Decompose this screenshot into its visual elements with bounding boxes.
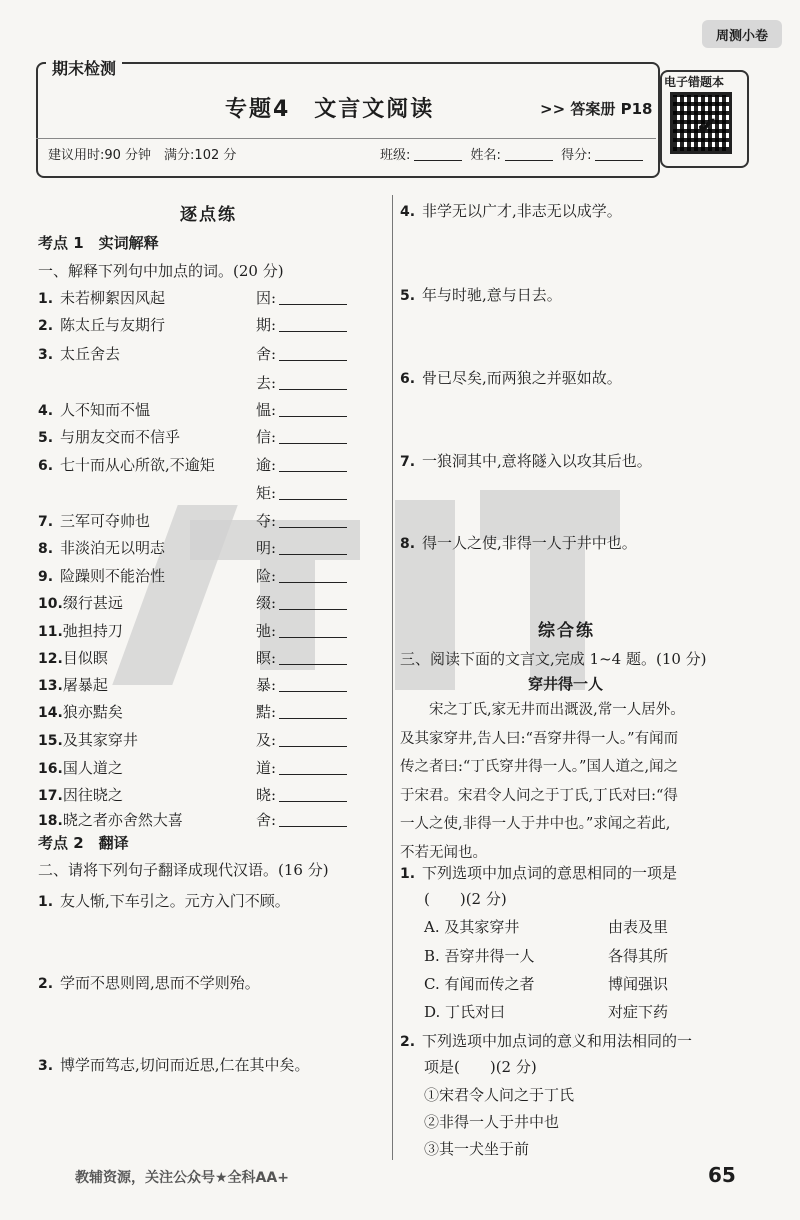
option-c: C. 有闻而传之者 bbox=[424, 975, 535, 993]
item-number: 3. bbox=[38, 347, 54, 363]
passage-title: 穿井得一人 bbox=[528, 675, 604, 693]
option-a-compare: 由表及里 bbox=[608, 918, 669, 936]
item-sentence: 太丘舍去 bbox=[60, 345, 121, 363]
answer-blank[interactable] bbox=[279, 389, 347, 390]
item-answer[interactable] bbox=[256, 426, 347, 447]
kaodian-2: 考点 2 翻译 bbox=[38, 834, 129, 852]
item-answer[interactable] bbox=[256, 784, 347, 805]
item-word: 缀: bbox=[256, 594, 277, 612]
answer-blank[interactable] bbox=[279, 360, 347, 361]
question-3-stem: 三、阅读下面的文言文,完成 1~4 题。(10 分) bbox=[400, 650, 707, 668]
vocab-item bbox=[38, 510, 378, 531]
translate-item: 2. 学而不思则罔,思而不学则殆。 bbox=[38, 974, 260, 992]
item-sentence: 晓之者亦舍然大喜 bbox=[62, 811, 183, 829]
answer-blank[interactable] bbox=[279, 718, 347, 719]
answer-paren[interactable]: ( )(2 分) bbox=[424, 890, 507, 908]
item-sentence: 国人道之 bbox=[62, 759, 123, 777]
item-answer[interactable] bbox=[256, 482, 347, 503]
passage-line: 及其家穿井,告人曰:“吾穿井得一人。”有闻而 bbox=[400, 730, 679, 747]
item-number: 18. bbox=[38, 813, 63, 829]
vocab-item bbox=[38, 565, 378, 586]
item-sentence: 因往晓之 bbox=[62, 786, 123, 804]
item-number: 2. bbox=[38, 318, 54, 334]
answer-blank[interactable] bbox=[279, 443, 347, 444]
footer-note: 教辅资源，关注公众号★全科AA+ bbox=[75, 1170, 289, 1186]
item-sentence: 未若柳絮因风起 bbox=[60, 289, 166, 307]
class-label: 班级: bbox=[380, 148, 411, 163]
item-word: 愠: bbox=[256, 401, 277, 419]
vocab-item bbox=[38, 287, 378, 308]
column-divider bbox=[392, 195, 393, 1160]
answer-reference: >> 答案册 P18 bbox=[540, 100, 653, 118]
item-word: 舍: bbox=[256, 811, 277, 829]
answer-blank[interactable] bbox=[279, 554, 347, 555]
translate-item: 4. 非学无以广才,非志无以成学。 bbox=[400, 202, 622, 220]
item-word: 去: bbox=[256, 374, 277, 392]
item-sentence: 屠暴起 bbox=[62, 676, 108, 694]
option-d-compare: 对症下药 bbox=[608, 1003, 669, 1021]
translate-item: 5. 年与时驰,意与日去。 bbox=[400, 286, 562, 304]
item-sentence: 三军可夺帅也 bbox=[60, 512, 151, 530]
item-answer[interactable] bbox=[256, 620, 347, 641]
vocab-item bbox=[38, 314, 378, 335]
item-word: 瞑: bbox=[256, 649, 277, 667]
item-number: 11. bbox=[38, 624, 63, 640]
header-divider bbox=[36, 138, 656, 139]
tab-weekly-test: 周测小卷 bbox=[702, 20, 782, 48]
item-sentence: 弛担持刀 bbox=[62, 622, 123, 640]
item-answer[interactable] bbox=[256, 729, 347, 750]
item-word: 道: bbox=[256, 759, 277, 777]
answer-blank[interactable] bbox=[279, 416, 347, 417]
item-answer[interactable] bbox=[256, 701, 347, 722]
option-a: A. 及其家穿井 bbox=[424, 918, 520, 936]
translate-item: 1. 友人惭,下车引之。元方入门不顾。 bbox=[38, 892, 290, 910]
item-word: 险: bbox=[256, 567, 277, 585]
item-word: 晓: bbox=[256, 786, 277, 804]
vocab-item bbox=[38, 729, 378, 750]
translate-item: 6. 骨已尽矣,而两狼之并驱如故。 bbox=[400, 369, 622, 387]
mc2-option-2: ②非得一人于井中也 bbox=[424, 1113, 560, 1131]
vocab-item bbox=[38, 537, 378, 558]
item-answer[interactable] bbox=[256, 287, 347, 308]
item-number: 4. bbox=[38, 403, 54, 419]
item-answer[interactable] bbox=[256, 757, 347, 778]
item-word: 信: bbox=[256, 428, 277, 446]
check-icon: ✔ bbox=[696, 112, 718, 142]
mc2-option-3: ③其一犬坐于前 bbox=[424, 1140, 530, 1158]
qr-label: 电子错题本 bbox=[664, 75, 725, 89]
item-number: 7. bbox=[38, 514, 54, 530]
answer-blank[interactable] bbox=[279, 582, 347, 583]
item-word: 因: bbox=[256, 289, 277, 307]
item-sentence: 七十而从心所欲,不逾矩 bbox=[60, 456, 215, 474]
page-title: 专题4 文言文阅读 bbox=[225, 97, 435, 122]
vocab-item bbox=[38, 426, 378, 447]
item-word: 逾: bbox=[256, 456, 277, 474]
item-sentence: 目似瞑 bbox=[62, 649, 108, 667]
item-number: 13. bbox=[38, 678, 63, 694]
translate-item: 7. 一狼洞其中,意将隧入以攻其后也。 bbox=[400, 452, 652, 470]
name-label: 姓名: bbox=[470, 148, 501, 163]
vocab-item bbox=[38, 343, 378, 364]
answer-blank[interactable] bbox=[279, 691, 347, 692]
item-word: 暴: bbox=[256, 676, 277, 694]
vocab-item bbox=[38, 399, 378, 420]
item-word: 明: bbox=[256, 539, 277, 557]
page-number: 65 bbox=[708, 1163, 736, 1187]
answer-blank[interactable] bbox=[279, 801, 347, 802]
question-1-stem: 一、解释下列句中加点的词。(20 分) bbox=[38, 262, 284, 280]
mc2-option-1: ①宋君令人问之于丁氏 bbox=[424, 1086, 575, 1104]
vocab-item bbox=[38, 701, 378, 722]
answer-blank[interactable] bbox=[279, 746, 347, 747]
item-answer[interactable] bbox=[256, 372, 347, 393]
item-answer[interactable] bbox=[256, 399, 347, 420]
kaodian-1: 考点 1 实词解释 bbox=[38, 234, 159, 252]
item-word: 期: bbox=[256, 316, 277, 334]
vocab-item bbox=[38, 784, 378, 805]
vocab-item bbox=[38, 592, 378, 613]
item-sentence: 与朋友交而不信乎 bbox=[60, 428, 181, 446]
vocab-item bbox=[38, 809, 378, 830]
time-score: 建议用时:90 分钟 满分:102 分 bbox=[48, 148, 237, 163]
item-answer[interactable] bbox=[256, 510, 347, 531]
answer-blank[interactable] bbox=[279, 664, 347, 665]
student-fields bbox=[380, 144, 647, 163]
option-d: D. 丁氏对曰 bbox=[424, 1003, 506, 1021]
translate-item: 8. 得一人之使,非得一人于井中也。 bbox=[400, 534, 637, 552]
passage bbox=[400, 696, 745, 867]
item-sentence: 人不知而不愠 bbox=[60, 401, 151, 419]
passage-line: 一人之使,非得一人于井中也。”求闻之若此, bbox=[400, 816, 671, 832]
item-word: 及: bbox=[256, 731, 277, 749]
mc-question-2: 2. 下列选项中加点词的意义和用法相同的一 bbox=[400, 1032, 693, 1050]
item-answer[interactable] bbox=[256, 592, 347, 613]
item-number: 15. bbox=[38, 733, 63, 749]
vocab-item bbox=[38, 620, 378, 641]
item-answer[interactable] bbox=[256, 674, 347, 695]
item-answer[interactable] bbox=[256, 647, 347, 668]
vocab-item bbox=[38, 674, 378, 695]
item-number: 8. bbox=[38, 541, 54, 557]
class-blank[interactable] bbox=[414, 160, 462, 161]
item-number: 12. bbox=[38, 651, 63, 667]
answer-blank[interactable] bbox=[279, 471, 347, 472]
item-sentence: 缀行甚远 bbox=[62, 594, 123, 612]
item-word: 舍: bbox=[256, 345, 277, 363]
option-c-compare: 博闻强识 bbox=[608, 975, 669, 993]
exam-tag: 期末检测 bbox=[46, 56, 122, 79]
item-word: 弛: bbox=[256, 622, 277, 640]
answer-blank[interactable] bbox=[279, 637, 347, 638]
item-sentence: 及其家穿井 bbox=[62, 731, 138, 749]
item-number: 17. bbox=[38, 788, 63, 804]
item-word: 黠: bbox=[256, 703, 277, 721]
translate-item: 3. 博学而笃志,切问而近思,仁在其中矣。 bbox=[38, 1056, 310, 1074]
item-answer[interactable] bbox=[256, 537, 347, 558]
option-b: B. 吾穿井得一人 bbox=[424, 947, 535, 965]
answer-blank[interactable] bbox=[279, 499, 347, 500]
item-answer[interactable] bbox=[256, 565, 347, 586]
item-word: 矩: bbox=[256, 484, 277, 502]
question-2-stem: 二、请将下列句子翻译成现代汉语。(16 分) bbox=[38, 861, 329, 879]
answer-blank[interactable] bbox=[279, 304, 347, 305]
section-heading: 综合练 bbox=[538, 621, 595, 641]
item-answer[interactable] bbox=[256, 454, 347, 475]
item-number: 9. bbox=[38, 569, 54, 585]
mc-question-2-cont[interactable]: 项是( )(2 分) bbox=[424, 1058, 537, 1076]
item-number: 14. bbox=[38, 705, 63, 721]
vocab-item bbox=[38, 482, 378, 500]
score-label: 得分: bbox=[561, 148, 592, 163]
mc-question-1: 1. 下列选项中加点词的意思相同的一项是 bbox=[400, 864, 678, 882]
item-number: 6. bbox=[38, 458, 54, 474]
vocab-item bbox=[38, 757, 378, 778]
passage-line: 传之者曰:“丁氏穿井得一人。”国人道之,闻之 bbox=[400, 759, 679, 775]
item-number: 1. bbox=[38, 291, 54, 307]
answer-blank[interactable] bbox=[279, 331, 347, 332]
passage-line: 不若无闻也。 bbox=[400, 844, 487, 861]
vocab-item bbox=[38, 454, 378, 475]
item-number: 16. bbox=[38, 761, 63, 777]
section-heading: 逐点练 bbox=[180, 205, 237, 225]
answer-blank[interactable] bbox=[279, 826, 347, 827]
passage-line: 宋之丁氏,家无井而出溉汲,常一人居外。 bbox=[400, 702, 685, 718]
item-answer[interactable] bbox=[256, 314, 347, 335]
item-sentence: 狼亦黠矣 bbox=[62, 703, 123, 721]
vocab-item bbox=[38, 647, 378, 668]
option-b-compare: 各得其所 bbox=[608, 947, 669, 965]
name-blank[interactable] bbox=[505, 160, 553, 161]
item-sentence: 非淡泊无以明志 bbox=[60, 539, 166, 557]
answer-blank[interactable] bbox=[279, 774, 347, 775]
item-answer[interactable] bbox=[256, 343, 347, 364]
item-answer[interactable] bbox=[256, 809, 347, 830]
score-blank[interactable] bbox=[595, 160, 643, 161]
answer-blank[interactable] bbox=[279, 527, 347, 528]
item-sentence: 险躁则不能治性 bbox=[60, 567, 166, 585]
item-word: 夺: bbox=[256, 512, 277, 530]
passage-line: 于宋君。宋君令人问之于丁氏,丁氏对曰:“得 bbox=[400, 787, 678, 804]
item-sentence: 陈太丘与友期行 bbox=[60, 316, 166, 334]
vocab-item bbox=[38, 372, 378, 390]
item-number: 10. bbox=[38, 596, 63, 612]
item-number: 5. bbox=[38, 430, 54, 446]
answer-blank[interactable] bbox=[279, 609, 347, 610]
